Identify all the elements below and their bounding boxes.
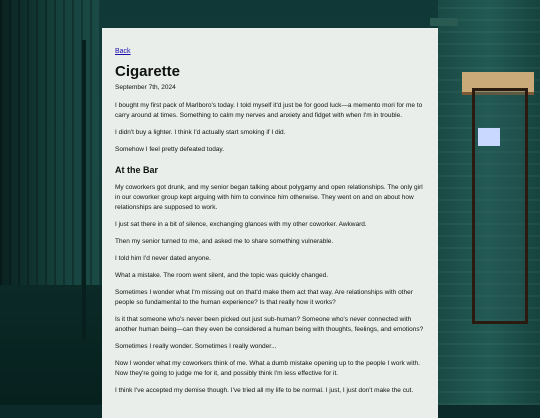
article-card (102, 28, 438, 418)
paragraph: I told him I'd never dated anyone. (115, 255, 211, 262)
paragraph: I think I've accepted my demise though. I've tried all my life to be normal. I just, I just don't make the cut. (115, 387, 414, 394)
paragraph: Sometimes I really wonder. Sometimes I really wonder... (115, 343, 277, 350)
paragraph: I just sat there in a bit of silence, exchanging glances with my other coworker. Awkward. (115, 221, 367, 228)
paragraph: Sometimes I wonder what I'm missing out on that'd make them act that way. Are relationships with other people so fundamental to the human experience? Is that really how it works? (115, 289, 413, 306)
paragraph: Is it that someone who's never been picked out just sub-human? Someone who's never connected with another human being—can they even be considered a human being with thoughts, feelings, and emotions? (115, 316, 424, 333)
paragraph: Then my senior turned to me, and asked me to share something vulnerable. (115, 238, 334, 245)
paragraph: I didn't buy a lighter. I think I'd actually start smoking if I did. (115, 129, 286, 136)
paragraph: I bought my first pack of Marlboro's today. I told myself it'd just be for good luck—a memento mori for me to carry around at times. Something to calm my nerves and anxiety and fidget with when I'm in trouble. (115, 102, 423, 119)
paragraph: Now I wonder what my coworkers think of me. What a dumb mistake opening up to the people I work with. Now they're going to judge me for it, and possibly think I'm less effective for it. (115, 360, 420, 377)
phone-booth (472, 88, 528, 324)
paragraph: What a mistake. The room went silent, and the topic was quickly changed. (115, 272, 329, 279)
paragraph: My coworkers got drunk, and my senior began talking about polygamy and open relationships. The only girl in our coworker group kept arguing with him to convince him otherwise. They went on and on about how relationships are supposed to work. (115, 184, 423, 211)
back-link[interactable]: Back (115, 48, 131, 55)
article-date: September 7th, 2024 (115, 84, 176, 91)
section-heading: At the Bar (115, 165, 159, 175)
background-lamp (430, 18, 458, 26)
paragraph: Somehow I feel pretty defeated today. (115, 146, 225, 153)
article-title: Cigarette (115, 63, 181, 80)
phone-booth-sign (478, 128, 500, 146)
background-pole (82, 40, 86, 340)
